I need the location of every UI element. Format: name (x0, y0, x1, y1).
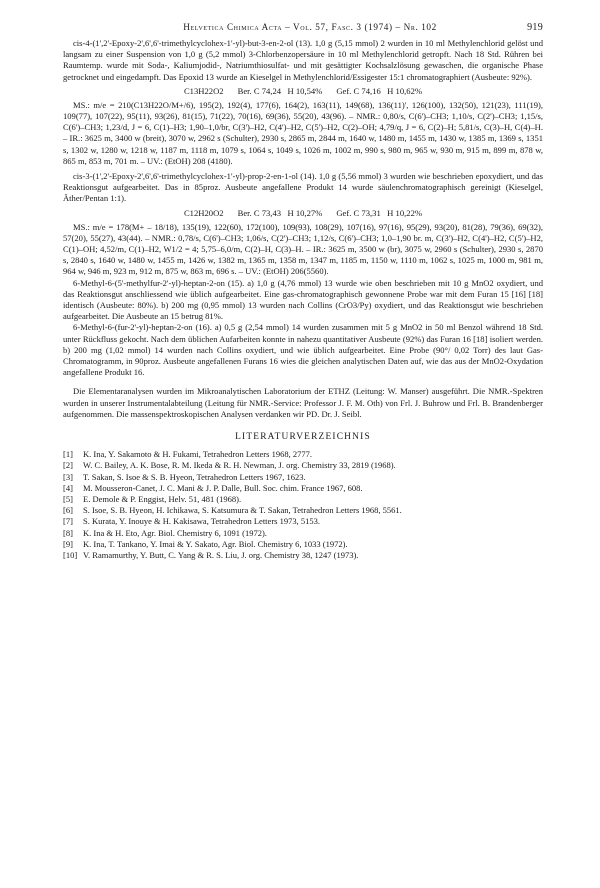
journal-page (63, 22, 543, 561)
elemental-analysis-14 (63, 207, 543, 219)
compound-14-spectra: MS.: m/e = 178(M+ – 18/18), 135(19), 122(60), 172(100), 109(93), 108(29), 107(16), 97(16), 95(29), 93(20), 81(28), 79(36), 69(32), 57(20), 55(27), 43(44). – NMR.: 0,78/s, C(6')–CH3; 1,06/s, C(2')–CH3; 1,12/s, C(6')–CH3; 1,0–1,90 br. m, C(3')–H2, C(4')–H2, C(5')–H2, C(1)–OH; 4,52/m, C(1)–H2, W1/2 = 4; 5,75–6,0/m, C(2)–H, C(3)–H. – IR.: 3625 m, 3500 w (br), 3075 w, 2960 s (Schulter), 2930 s, 2870 s, 2840 s, 1640 w, 1480 w, 1455 m, 1426 w, 1382 m, 1365 m, 1358 m, 1347 m, 1185 m, 1150 w, 1110 m, 1062 s, 1025 m, 1000 m, 981 m, 964 w, 946 m, 923 m, 912 m, 875 w, 863 m, 696 s. – UV.: (EtOH) 206(5560). (63, 221, 543, 277)
reference-item: [10] V. Ramamurthy, Y. Butt, C. Yang & R. S. Liu, J. org. Chemistry 38, 1247 (1973). (63, 549, 359, 560)
reference-list (63, 449, 543, 561)
compound-15-preparation: 6-Methyl-6-(5'-methylfur-2'-yl)-heptan-2-on (15). a) 1,0 g (4,76 mmol) 13 wurde wie oben beschrieben mit 10 g MnO2 oxydiert, und das Reaktionsgut anschliessend wie üblich aufgearbeitet. Eine gas-chromatographisch gewonnene Probe war mit dem Furan 15 [16] [18] identisch (Ausbeute: 80%). b) 200 mg (0,95 mmol) 13 wurden nach Collins (CrO3/Py) oxydiert, und das Reaktionsgut wie beschrieben aufgearbeitet. Die Ausbeute an 15 betrug 81%. (63, 277, 543, 322)
formula: C12H20O2 (183, 207, 224, 218)
journal-title: Helvetica Chimica Acta – Vol. 57, Fasc. 3 (1974) – Nr. 102 (183, 22, 437, 32)
reference-item: [9] K. Ina, T. Tankano, Y. Imai & Y. Sakato, Agr. Biol. Chemistry 6, 1033 (1972). (63, 538, 348, 549)
calculated-values: Ber. C 73,43 H 10,27% (237, 207, 323, 218)
compound-16-preparation: 6-Methyl-6-(fur-2'-yl)-heptan-2-on (16). a) 0,5 g (2,54 mmol) 14 wurden zusammen mit 5 g MnO2 in 50 ml Benzol während 18 Std. unter Rückfluss gekocht. Nach dem üblichen Aufarbeiten konnte in nahezu quantitativer Ausbeute (92%) das Furan 16 [18] isoliert werden. b) 200 mg (1,02 mmol) 14 wurden nach Collins oxydiert, und wie üblich aufgearbeitet. Eine Probe (90°/ 0,02 Torr) des laut Gas-Chromatogramm, in 90proz. Ausbeute angefallenen Furans 16 wies die gleichen analytischen Daten auf, wie das aus der MnO2-Oxydation angefallene Produkt 16. (63, 322, 543, 378)
found-values: Gef. C 74,16 H 10,62% (336, 85, 423, 96)
reference-item: [6] S. Isoe, S. B. Hyeon, H. Ichikawa, S. Katsumura & T. Sakan, Tetrahedron Letters 1968, 5561. (63, 505, 402, 516)
compound-13-spectra: MS.: m/e = 210(C13H22O/M+/6), 195(2), 192(4), 177(6), 164(2), 163(11), 149(68), 136(11)', 126(100), 132(50), 121(23), 111(19), 109(77), 107(22), 95(11), 93(26), 81(15), 71(22), 70(16), 69(36), 55(20), 43(96). – NMR.: 0,80/s, C(6')–CH3; 1,10/s, C(2')–CH3; 1,15/s, C(6')–CH3; 1,23/d, J = 6, C(1)–H3; 1,90–1,0/br, C(3')–H2, C(4')–H2, C(5')–H2, C(2)–OH; 4,79/q, J = 6, C(2)–H; 5,81/s, C(3)–H, C(4)–H. – IR.: 3625 m, 3400 w (breit), 3070 w, 2962 s (Schulter), 2930 s, 2865 m, 2844 m, 1640 w, 1480 m, 1455 m, 1430 w, 1385 m, 1369 s, 1351 s, 1302 w, 1280 w, 1218 w, 1187 m, 1118 m, 1079 s, 1064 s, 1049 s, 1026 m, 1002 m, 990 s, 980 m, 965 w, 930 m, 915 m, 899 m, 878 w, 865 m, 853 m, 701 m. – UV.: (EtOH) 208 (4180). (63, 99, 543, 166)
compound-14-preparation: cis-3-(1',2'-Epoxy-2',6',6'-trimethylcyclohex-1'-yl)-prop-2-en-1-ol (14). 1,0 g (5,56 mmol) 3 wurden wie beschrieben epoxydiert, und das Reaktionsgut aufgearbeitet. Das in 85proz. Ausbeute angefallene Produkt 14 wurde säulenchromatographisch gereinigt (Kieselgel, Äther/Pentan 1:1). (63, 171, 543, 204)
found-values: Gef. C 73,31 H 10,22% (336, 207, 423, 218)
references-heading: LITERATURVERZEICHNIS (235, 432, 371, 443)
running-header (63, 22, 543, 38)
reference-item: [7] S. Kurata, Y. Inouye & H. Kakisawa, Tetrahedron Letters 1973, 5153. (63, 516, 320, 527)
formula: C13H22O2 (183, 85, 224, 96)
calculated-values: Ber. C 74,24 H 10,54% (237, 85, 323, 96)
reference-item: [3] T. Sakan, S. Isoe & S. B. Hyeon, Tetrahedron Letters 1967, 1623. (63, 471, 306, 482)
elemental-analysis-13 (63, 85, 543, 97)
acknowledgements: Die Elementaranalysen wurden im Mikroanalytischen Laboratorium der ETHZ (Leitung: W. Manser) ausgeführt. Die NMR.-Spektren wurden in unserer Instrumentalabteilung (Leitung für NMR.-Service: Professor J. F. M. Oth) von Frl. J. Buhrow und Frl. B. Brandenberger aufgenommen. Die massenspektroskopischen Analysen verdanken wir PD. Dr. J. Seibl. (63, 386, 543, 419)
reference-item: [2] W. C. Bailey, A. K. Bose, R. M. Ikeda & R. H. Newman, J. org. Chemistry 33, 2819 (1968). (63, 460, 396, 471)
reference-item: [1] K. Ina, Y. Sakamoto & H. Fukami, Tetrahedron Letters 1968, 2777. (63, 449, 312, 460)
reference-item: [8] K. Ina & H. Eto, Agr. Biol. Chemistry 6, 1091 (1972). (63, 527, 267, 538)
page-number: 919 (527, 22, 543, 33)
compound-13-preparation: cis-4-(1',2'-Epoxy-2',6',6'-trimethylcyclohex-1'-yl)-but-3-en-2-ol (13). 1,0 g (5,15 mmol) 2 wurden in 10 ml Methylenchlorid gelöst und langsam zu einer Suspension von 1,0 g (5,2 mmol) 3-Chlorbenzopersäure in 10 ml Methylenchlorid getropft. Nach 18 Std. Rühren bei Raumtemp. wurde mit Soda-, Kaliumjodid-, Natriumthiosulfat- und mit gesättigter Kochsalzlösung gewaschen, die organische Phase getrocknet und eingedampft. Das Epoxid 13 wurde an Kieselgel in Methylenchlorid/Essigester 15:1 chromatographiert (Ausbeute: 92%). (63, 38, 543, 82)
reference-item: [5] E. Demole & P. Enggist, Helv. 51, 481 (1968). (63, 493, 242, 504)
reference-item: [4] M. Mousseron-Canet, J. C. Mani & J. P. Dalle, Bull. Soc. chim. France 1967, 608. (63, 482, 363, 493)
